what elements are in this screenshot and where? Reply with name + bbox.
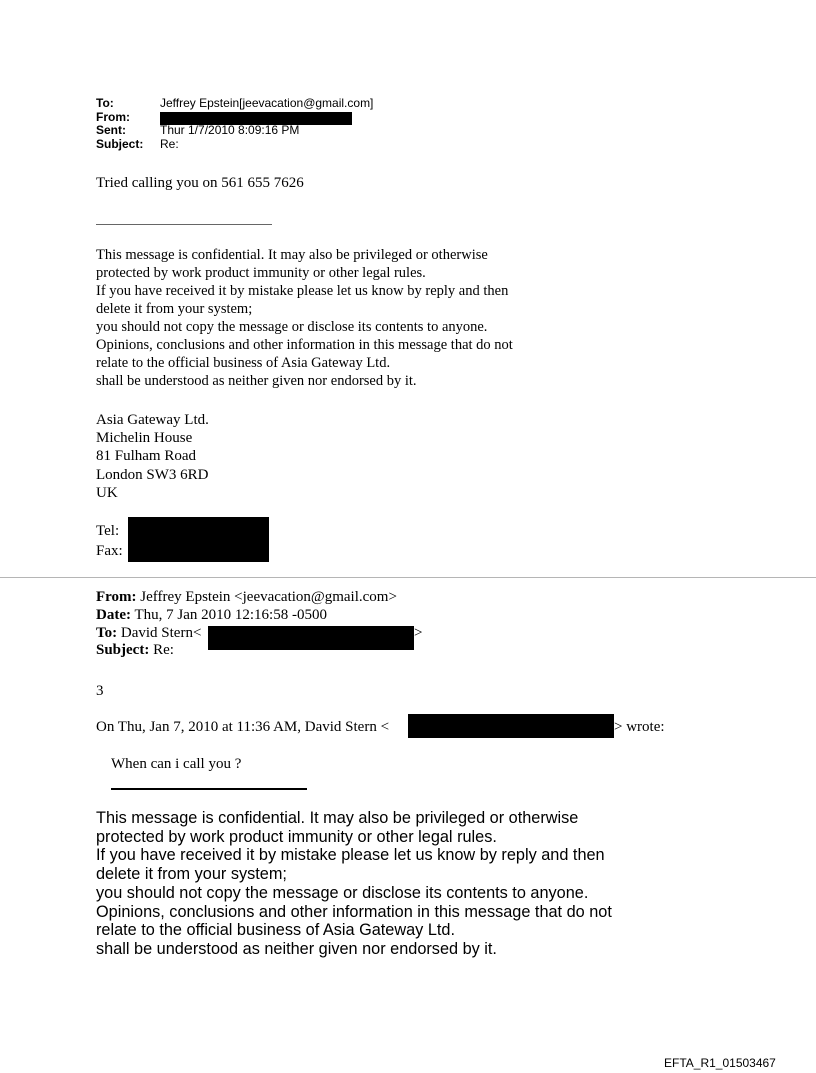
subject-value: Re: (160, 136, 179, 151)
attribution-end: > wrote: (614, 719, 665, 735)
company-address (96, 411, 209, 502)
disclaimer-line: shall be understood as neither given nor endorsed by it. (96, 373, 417, 389)
disclaimer-line: protected by work product immunity or other legal rules. (96, 265, 426, 281)
quoted-date-label: Date: (96, 606, 131, 623)
disclaimer-line: If you have received it by mistake please let us know by reply and then (96, 283, 509, 299)
quoted-date-row (96, 607, 397, 625)
nested-message: When can i call you ? (111, 756, 242, 772)
section-divider (0, 577, 816, 578)
sent-label: Sent: (96, 123, 126, 137)
quoted-subject-value: Re: (153, 642, 174, 659)
quoted-from-label: From: (96, 589, 137, 605)
disclaimer-line: If you have received it by mistake please let us know by reply and then (96, 846, 605, 865)
tel-label: Tel: (96, 523, 120, 539)
header-sent-row (96, 124, 373, 138)
to-value: Jeffrey Epstein[jeevacation@gmail.com] (160, 96, 374, 110)
address-line: Michelin House (96, 430, 193, 447)
quoted-subject-label: Subject: (96, 642, 150, 659)
disclaimer-line: you should not copy the message or disclose its contents to anyone. (96, 883, 589, 902)
confidentiality-notice-quoted (96, 809, 612, 959)
email-header (96, 97, 373, 151)
disclaimer-line: shall be understood as neither given nor endorsed by it. (96, 939, 497, 958)
address-line: UK (96, 484, 118, 501)
redaction-block (208, 626, 414, 650)
redaction-block (128, 517, 269, 562)
disclaimer-line: protected by work product immunity or other legal rules. (96, 827, 497, 846)
disclaimer-line: Opinions, conclusions and other information in this message that do not (96, 337, 513, 353)
redaction-block (408, 714, 614, 738)
subject-label: Subject: (96, 136, 144, 151)
header-to-row (96, 97, 373, 111)
disclaimer-line: relate to the official business of Asia Gateway Ltd. (96, 921, 455, 940)
message-body: Tried calling you on 561 655 7626 (96, 175, 304, 191)
quoted-to-tail: > (414, 625, 423, 641)
signature-separator (96, 224, 272, 225)
header-from-row (96, 111, 373, 125)
disclaimer-line: This message is confidential. It may also be privileged or otherwise (96, 809, 579, 827)
quoted-from-value: Jeffrey Epstein <jeevacation@gmail.com> (140, 589, 397, 605)
sent-value: Thur 1/7/2010 8:09:16 PM (160, 123, 300, 137)
disclaimer-line: you should not copy the message or disclose its contents to anyone. (96, 319, 488, 335)
disclaimer-line: This message is confidential. It may also be privileged or otherwise (96, 247, 488, 263)
quoted-date-value: Thu, 7 Jan 2010 12:16:58 -0500 (134, 606, 327, 623)
address-line: Asia Gateway Ltd. (96, 412, 209, 428)
header-subject-row (96, 138, 373, 152)
contact-numbers (96, 521, 123, 561)
quoted-from-row (96, 589, 397, 607)
to-label: To: (96, 96, 114, 110)
confidentiality-notice (96, 246, 513, 390)
document-id: EFTA_R1_01503467 (664, 1056, 776, 1070)
fax-label: Fax: (96, 543, 123, 559)
attribution-start: On Thu, Jan 7, 2010 at 11:36 AM, David Stern < (96, 719, 390, 735)
disclaimer-line: delete it from your system; (96, 865, 287, 884)
reply-text: 3 (96, 683, 104, 699)
quoted-to-value: David Stern< (120, 624, 202, 641)
disclaimer-line: Opinions, conclusions and other information in this message that do not (96, 902, 612, 921)
disclaimer-line: relate to the official business of Asia Gateway Ltd. (96, 355, 391, 371)
nested-signature-separator (111, 788, 307, 790)
quoted-to-label: To: (96, 624, 118, 641)
from-label: From: (96, 109, 130, 124)
disclaimer-line: delete it from your system; (96, 301, 253, 317)
address-line: 81 Fulham Road (96, 448, 196, 465)
address-line: London SW3 6RD (96, 466, 209, 483)
